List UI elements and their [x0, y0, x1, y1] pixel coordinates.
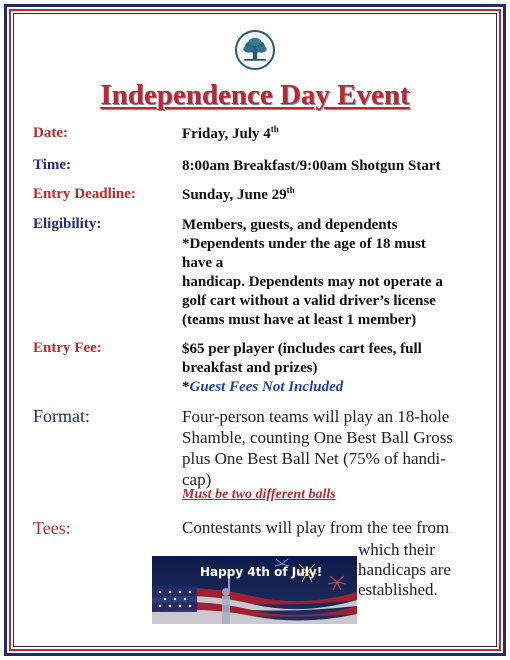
date-value: Friday, July 4th: [182, 124, 279, 142]
tree-logo-icon: [235, 30, 275, 70]
format-line: plus One Best Ball Net (75% of handi-: [182, 449, 446, 468]
time-label: Time:: [33, 157, 72, 173]
entry-fee-label: Entry Fee:: [33, 340, 102, 356]
format-text: [182, 406, 477, 490]
date-label: Date:: [33, 125, 68, 141]
eligibility-line: golf cart without a valid driver’s license: [182, 293, 436, 309]
format-line: cap): [182, 470, 212, 489]
eligibility-line: *Dependents under the age of 18 must: [182, 236, 426, 252]
tees-line: established.: [358, 580, 438, 599]
time-value: 8:00am Breakfast/9:00am Shotgun Start: [182, 158, 441, 174]
entry-deadline-label: Entry Deadline:: [33, 186, 136, 202]
eligibility-label: Eligibility:: [33, 216, 102, 232]
eligibility-line: Members, guests, and dependents: [182, 217, 398, 233]
entry-fee-line: $65 per player (includes cart fees, full: [182, 341, 422, 357]
page-title: Independence Day Event: [100, 79, 410, 111]
entry-fee-text: [182, 340, 482, 397]
entry-fee-line: breakfast and prizes): [182, 360, 318, 376]
eligibility-text: [182, 216, 482, 330]
eligibility-line: handicap. Dependents may not operate a: [182, 274, 443, 290]
tees-line: which their: [358, 540, 435, 559]
tees-line: Contestants will play from the tee from: [182, 518, 450, 537]
eligibility-line: have a: [182, 255, 224, 271]
tees-label: Tees:: [33, 518, 71, 538]
entry-deadline-value: Sunday, June 29th: [182, 185, 295, 203]
tees-line: handicaps are: [358, 560, 451, 579]
format-line: Shamble, counting One Best Ball Gross: [182, 428, 454, 447]
format-label: Format:: [33, 406, 90, 426]
format-line: Four-person teams will play an 18-hole: [182, 407, 450, 426]
eligibility-line: (teams must have at least 1 member): [182, 312, 417, 328]
guest-fee-note: *Guest Fees Not Included: [182, 379, 344, 395]
banner-text: Happy 4th of July!: [200, 565, 323, 579]
fourth-of-july-banner: [152, 556, 357, 624]
two-balls-note: Must be two different balls: [182, 487, 336, 502]
